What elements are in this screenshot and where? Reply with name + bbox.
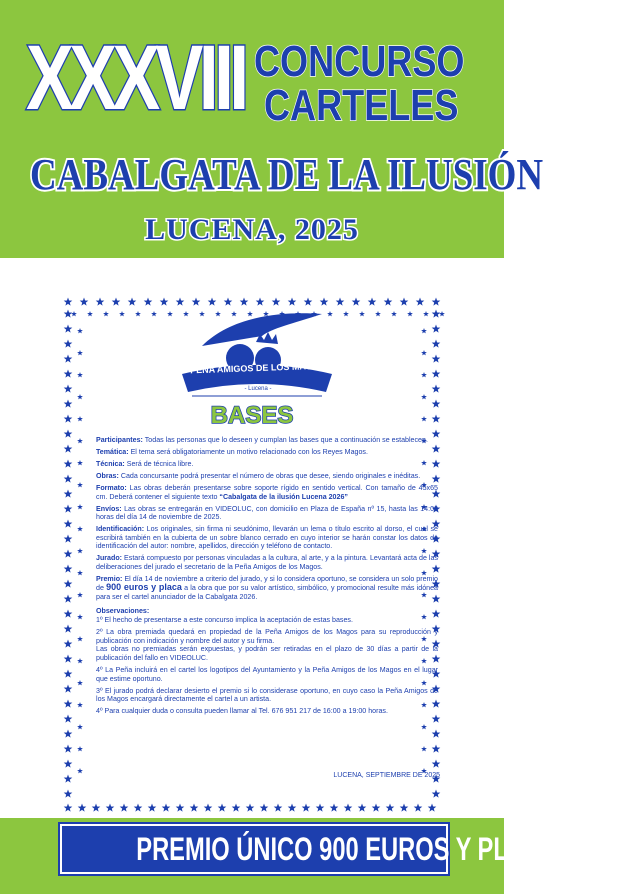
star-icon <box>148 804 157 812</box>
star-icon <box>64 685 73 693</box>
star-icon <box>96 298 105 306</box>
star-icon <box>77 746 83 751</box>
star-icon <box>432 790 441 798</box>
star-icon <box>344 804 353 812</box>
text-identificacion: Los originales, sin firma ni seudónimo, llevarán un lema o título escrito al dorso, el cual se escribirá también en la cubierta de un sobre blanco cerrado en cuyo interior se harán constar los datos de identificación del autor: nombre, apellidos, dirección y teléfono de contacto. <box>96 525 438 551</box>
star-icon <box>421 328 427 333</box>
label-observaciones: Observaciones: <box>96 606 150 615</box>
obs-3: 3º El jurado podrá declarar desierto el premio si lo considerase oportuno, en cuyo caso la Peña Amigos de los Magos encargará directamente el cartel a un artista. <box>96 686 438 704</box>
star-icon <box>432 385 441 393</box>
obs-1: 1º El hecho de presentarse a este concurso implica la aceptación de estas bases. <box>96 616 353 625</box>
star-icon <box>240 298 249 306</box>
star-icon <box>144 298 153 306</box>
star-icon <box>64 505 73 513</box>
text-envios: Las obras se entregarán en VIDEOLUC, con domicilio en Plaza de España nº 15, hasta las 14:00 horas del día 14 de noviembre de 2025. <box>96 504 438 522</box>
star-icon <box>208 298 217 306</box>
star-icon <box>304 298 313 306</box>
text-participantes: Todas las personas que lo deseen y cumplan las bases que a continuación se establecen. <box>142 436 428 444</box>
star-icon <box>190 804 199 812</box>
star-icon <box>218 804 227 812</box>
star-icon <box>112 298 121 306</box>
bases-title: BASES <box>210 402 294 429</box>
star-icon <box>274 804 283 812</box>
star-icon <box>64 520 73 528</box>
star-icon <box>176 804 185 812</box>
star-icon <box>336 298 345 306</box>
star-icon <box>358 804 367 812</box>
star-icon <box>64 745 73 753</box>
star-icon <box>162 804 171 812</box>
label-tecnica: Técnica: <box>96 459 125 468</box>
star-icon <box>260 804 269 812</box>
text-premio-b: a la obra que por su valor artístico, simbólico, y promocional resulte más idónea para ser el cartel anunciador de la Cabalgata 2026. <box>96 584 438 602</box>
star-icon <box>421 394 427 399</box>
star-icon <box>64 610 73 618</box>
label-identificacion: Identificación: <box>96 525 145 534</box>
star-icon <box>64 790 73 798</box>
star-icon <box>64 715 73 723</box>
star-icon <box>432 745 441 753</box>
star-icon <box>106 804 115 812</box>
star-icon <box>359 311 365 316</box>
obs-2: 2º La obra premiada quedará en propiedad de la Peña Amigos de los Magos para su reproducción y publicación con indicación y nombre del autor y su firma. <box>96 628 438 645</box>
star-icon <box>77 350 83 355</box>
star-icon <box>77 680 83 685</box>
star-icon <box>64 340 73 348</box>
star-icon <box>386 804 395 812</box>
star-icon <box>64 804 73 812</box>
star-icon <box>432 355 441 363</box>
star-icon <box>372 804 381 812</box>
star-icon <box>330 804 339 812</box>
star-icon <box>414 804 423 812</box>
star-icon <box>64 595 73 603</box>
text-tecnica: Será de técnica libre. <box>124 459 194 468</box>
star-icon <box>320 298 329 306</box>
star-icon <box>77 768 83 773</box>
place-year: LUCENA, 2025 <box>145 213 359 246</box>
star-icon <box>432 298 441 306</box>
logo-sub-text: - Lucena - <box>244 386 272 392</box>
star-icon <box>192 298 201 306</box>
star-icon <box>80 298 89 306</box>
star-icon <box>103 311 109 316</box>
star-icon <box>77 724 83 729</box>
rules-text <box>96 436 438 719</box>
star-icon <box>432 760 441 768</box>
prize-banner-text: PREMIO ÚNICO 900 EUROS Y PLACA <box>136 831 560 867</box>
star-icon <box>77 460 83 465</box>
star-icon <box>302 804 311 812</box>
star-icon <box>64 700 73 708</box>
star-icon <box>77 570 83 575</box>
premio-amount: 900 euros y placa <box>106 582 182 593</box>
star-icon <box>246 804 255 812</box>
star-icon <box>77 636 83 641</box>
star-icon <box>78 804 87 812</box>
date-line: LUCENA, SEPTIEMBRE DE 2025 <box>333 772 440 779</box>
star-icon <box>64 385 73 393</box>
star-icon <box>416 298 425 306</box>
star-icon <box>135 311 141 316</box>
star-icon <box>71 311 77 316</box>
star-icon <box>421 724 427 729</box>
star-icon <box>64 460 73 468</box>
star-icon <box>224 298 233 306</box>
star-icon <box>120 804 129 812</box>
star-icon <box>421 350 427 355</box>
star-icon <box>77 438 83 443</box>
star-icon <box>421 746 427 751</box>
obs-2b: Las obras no premiadas serán expuestas, y podrán ser retiradas en el plazo de 30 días a partir de la publicación del fallo en VIDEOLUC. <box>96 645 438 662</box>
edition-numeral: XXXVIII <box>26 27 245 129</box>
star-icon <box>256 298 265 306</box>
star-icon <box>288 804 297 812</box>
star-icon <box>423 311 429 316</box>
star-icon <box>77 658 83 663</box>
star-icon <box>439 311 445 316</box>
star-icon <box>204 804 213 812</box>
label-obras: Obras: <box>96 471 119 480</box>
star-icon <box>400 298 409 306</box>
star-icon <box>432 325 441 333</box>
star-icon <box>64 355 73 363</box>
star-icon <box>391 311 397 316</box>
star-icon <box>407 311 413 316</box>
star-icon <box>119 311 125 316</box>
text-jurado: Estará compuesto por personas vinculadas a la cultura, al arte, y a la pintura. Levantará acta de las deliberaciones del jurado el secretario de la Peña Amigos de los Magos. <box>96 554 438 571</box>
star-icon <box>77 592 83 597</box>
star-icon <box>432 370 441 378</box>
star-icon <box>77 702 83 707</box>
label-tematica: Temática: <box>96 447 129 456</box>
star-icon <box>375 311 381 316</box>
star-icon <box>432 730 441 738</box>
star-icon <box>272 298 281 306</box>
label-jurado: Jurado: <box>96 554 123 563</box>
obs-4a: 4º La Peña incluirá en el cartel los logotipos del Ayuntamiento y la Peña Amigos de los Magos en el lugar que estime oportuno. <box>96 665 438 683</box>
star-icon <box>421 372 427 377</box>
star-icon <box>64 760 73 768</box>
label-formato: Formato: <box>96 483 127 492</box>
star-icon <box>400 804 409 812</box>
text-obras: Cada concursante podrá presentar el número de obras que desee, siendo originales e inéditas. <box>118 471 421 480</box>
label-envios: Envíos: <box>96 504 122 513</box>
star-icon <box>432 310 441 318</box>
star-icon <box>77 614 83 619</box>
obs-4b: 4º Para cualquier duda o consulta pueden llamar al Tel. 676 951 217 de 16:00 a 19:00 horas. <box>96 707 388 716</box>
star-icon <box>352 298 361 306</box>
prize-banner <box>60 824 560 874</box>
text-premio-a: El día 14 de noviembre a criterio del jurado, y si lo considera oportuno, se considera un solo premio de <box>96 574 438 593</box>
star-icon <box>77 482 83 487</box>
star-icon <box>232 804 241 812</box>
star-icon <box>176 298 185 306</box>
formato-quote: “Cabalgata de la ilusión Lucena 2026” <box>219 492 348 501</box>
star-icon <box>128 298 137 306</box>
star-icon <box>134 804 143 812</box>
star-icon <box>77 328 83 333</box>
star-icon <box>64 310 73 318</box>
star-icon <box>64 625 73 633</box>
star-icon <box>77 526 83 531</box>
star-icon <box>64 430 73 438</box>
star-icon <box>384 298 393 306</box>
event-title: CABALGATA DE LA ILUSIÓN <box>30 150 544 199</box>
star-icon <box>64 535 73 543</box>
logo-banner-text: PEÑA AMIGOS DE LOS MAGOS <box>189 360 327 376</box>
star-icon <box>64 370 73 378</box>
label-premio: Premio: <box>96 574 123 583</box>
star-icon <box>77 372 83 377</box>
star-icon <box>92 804 101 812</box>
star-icon <box>64 730 73 738</box>
star-icon <box>64 775 73 783</box>
star-icon <box>64 490 73 498</box>
text-formato: Las obras deberán presentarse sobre soporte rígido en sentido vertical. Con tamaño de 45x65 cm. Deberá contener el siguiente texto <box>96 483 438 501</box>
star-icon <box>77 504 83 509</box>
star-icon <box>64 325 73 333</box>
star-icon <box>77 548 83 553</box>
star-icon <box>151 311 157 316</box>
star-icon <box>64 640 73 648</box>
star-icon <box>64 565 73 573</box>
star-icon <box>316 804 325 812</box>
star-icon <box>64 580 73 588</box>
star-icon <box>64 475 73 483</box>
star-icon <box>64 550 73 558</box>
text-tematica: El tema será obligatoriamente un motivo relacionado con los Reyes Magos. <box>128 447 368 456</box>
star-icon <box>432 340 441 348</box>
title-carteles: CARTELES <box>264 81 459 130</box>
star-icon <box>64 445 73 453</box>
star-icon <box>368 298 377 306</box>
star-icon <box>64 655 73 663</box>
star-icon <box>160 298 169 306</box>
star-icon <box>87 311 93 316</box>
star-icon <box>428 804 437 812</box>
label-participantes: Participantes: <box>96 436 143 444</box>
star-icon <box>64 670 73 678</box>
title-concurso: CONCURSO <box>254 37 465 86</box>
star-icon <box>77 394 83 399</box>
star-icon <box>288 298 297 306</box>
star-icon <box>64 298 73 306</box>
